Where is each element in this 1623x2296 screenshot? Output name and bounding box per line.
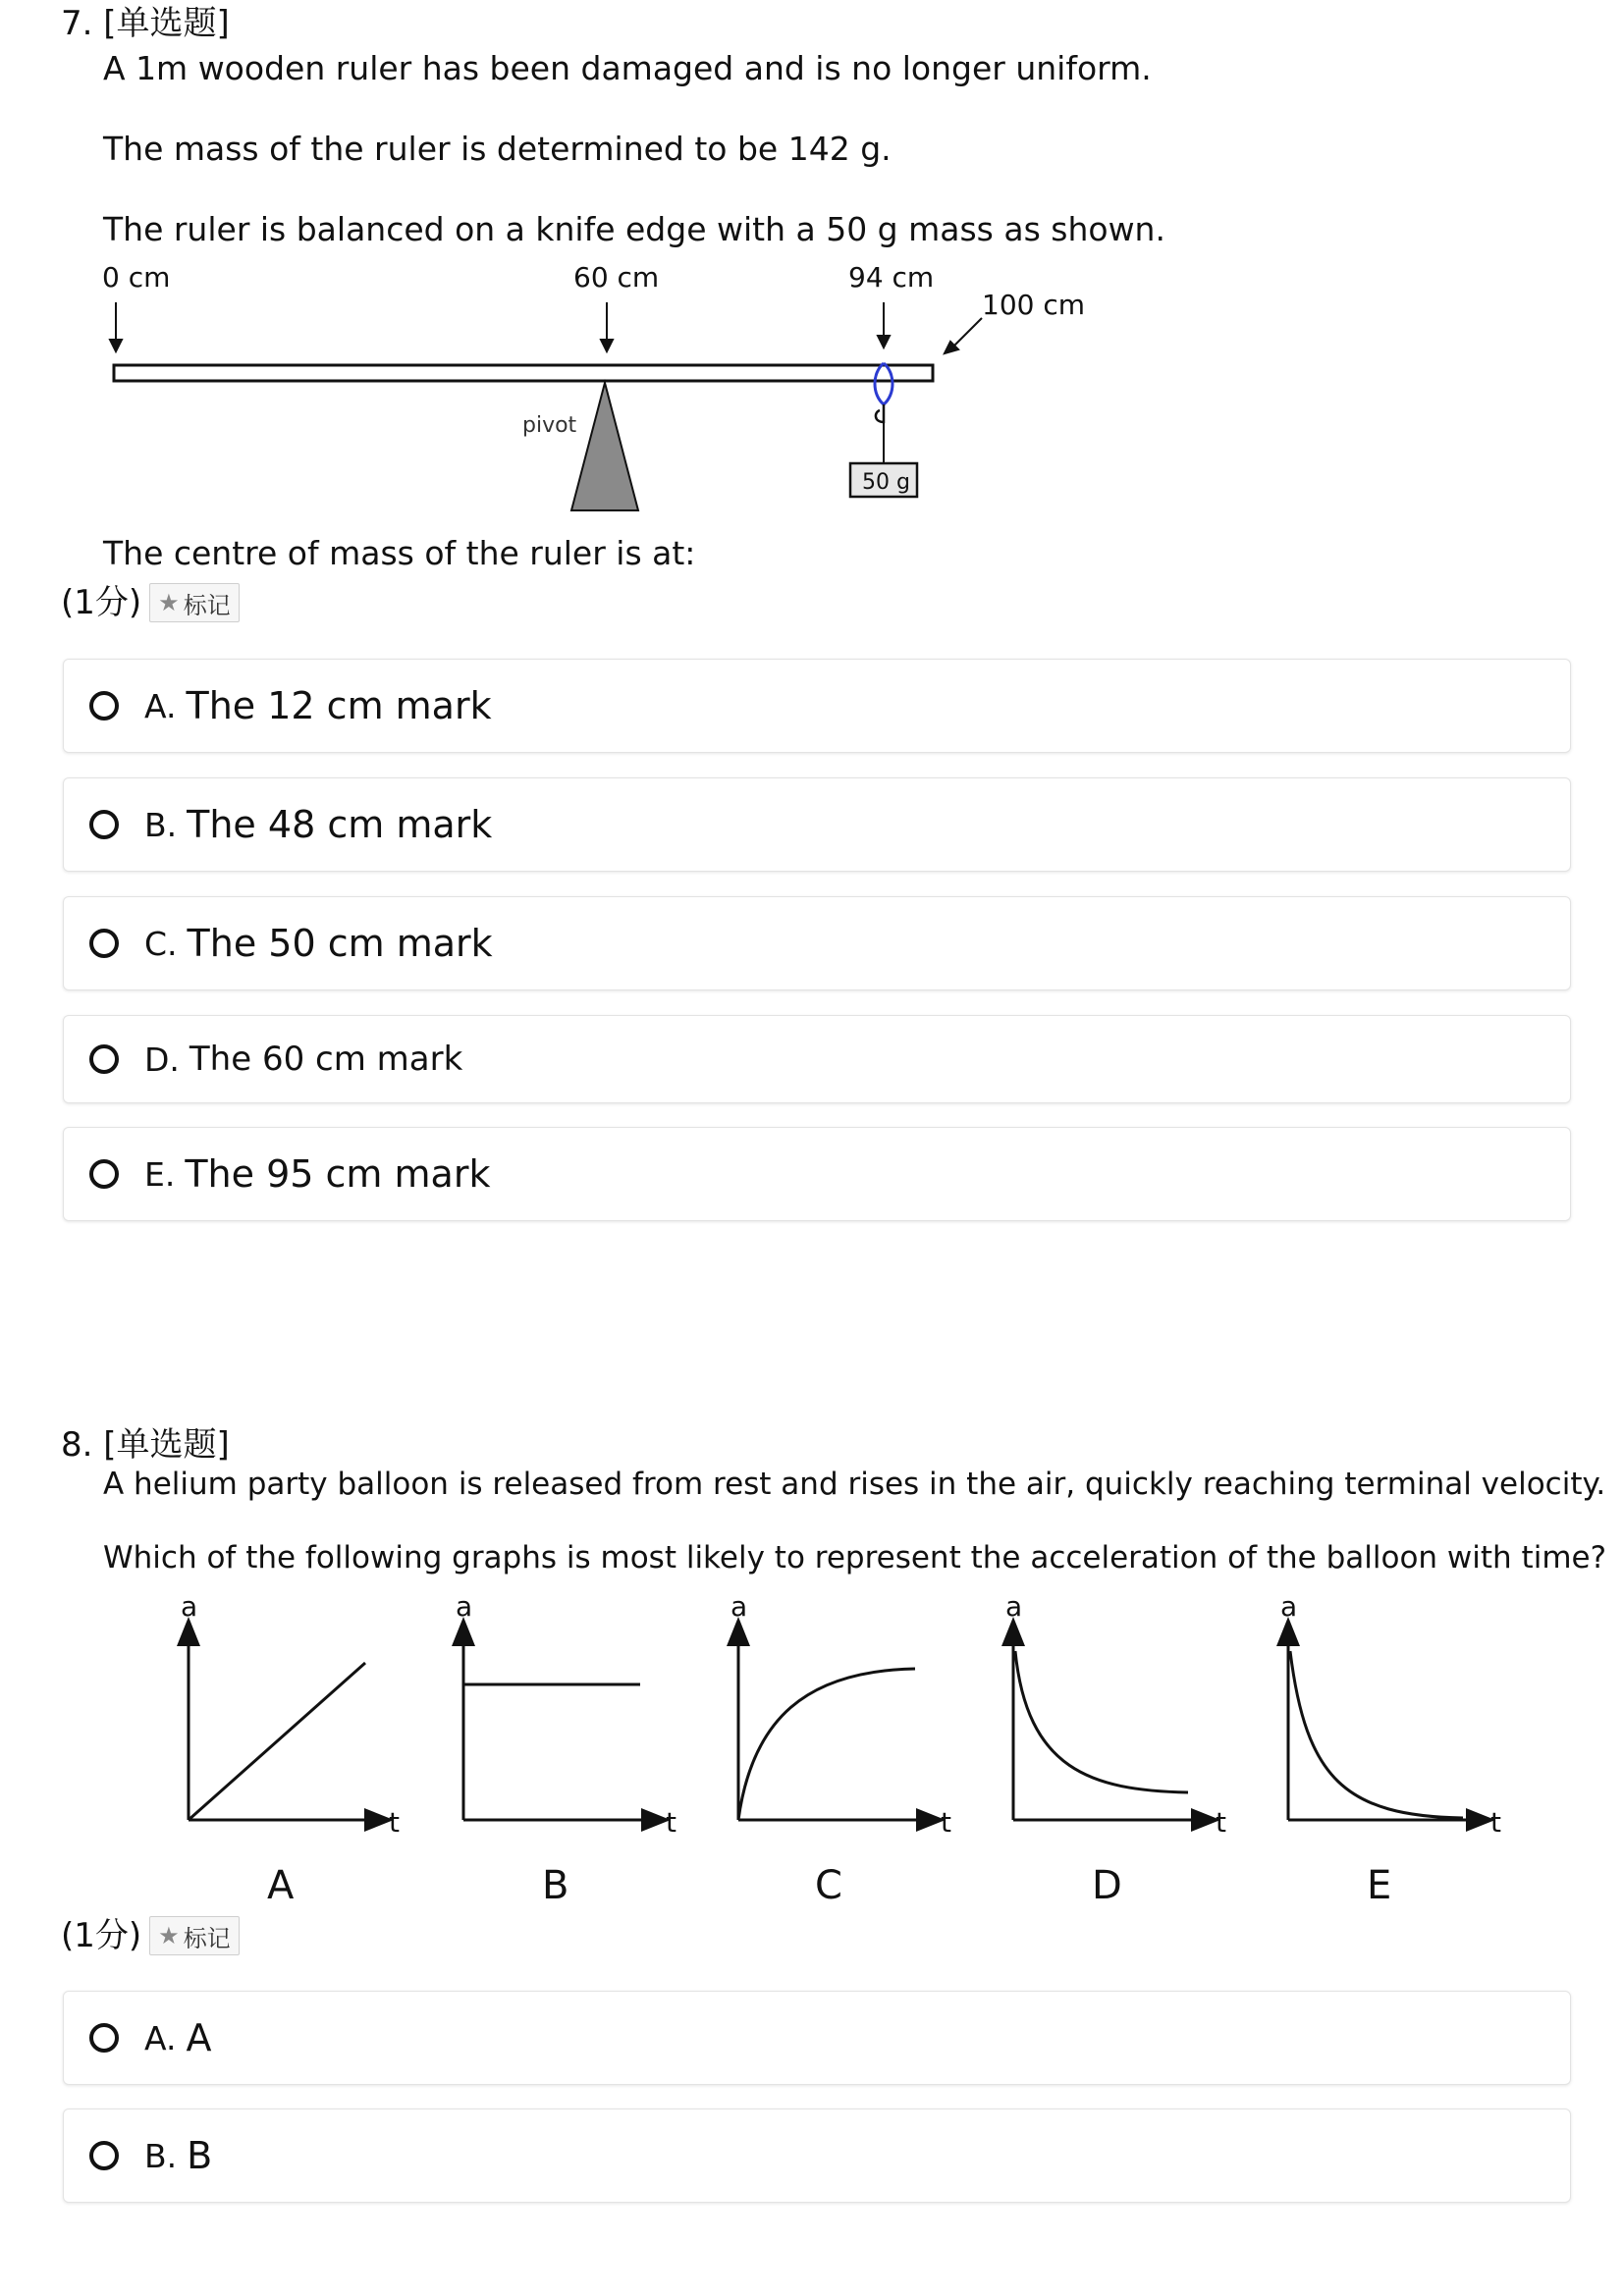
q7-option-a[interactable]: [63, 659, 1571, 753]
q8-text-line-1: A helium party balloon is released from rest and rises in the air, quickly reaching terminal velocity.: [103, 1467, 1606, 1502]
graph-e: [1288, 1631, 1481, 1820]
graph-e-x-label: t: [1490, 1806, 1501, 1839]
q8-mark-button[interactable]: [149, 1916, 240, 1955]
graph-a: [189, 1631, 379, 1820]
q7-score-row: [61, 581, 240, 624]
acceleration-graphs: [157, 1582, 1532, 1916]
ruler-bar: [114, 365, 933, 381]
radio-button-icon[interactable]: [89, 1044, 119, 1074]
radio-button-icon[interactable]: [89, 2023, 119, 2053]
q7-mark-label: 标记: [183, 591, 231, 619]
star-icon: ★: [158, 1922, 180, 1949]
graph-b-caption: B: [542, 1863, 569, 1908]
question-7-number: 7. [单选题]: [61, 4, 230, 43]
graph-a-x-label: t: [389, 1806, 400, 1839]
q7-option-d[interactable]: [63, 1015, 1571, 1103]
pivot-label: pivot: [522, 413, 577, 438]
graph-e-y-label: a: [1280, 1590, 1298, 1623]
q7-option-e[interactable]: [63, 1127, 1571, 1221]
option-text: B: [187, 2134, 213, 2177]
star-icon: ★: [158, 589, 180, 616]
graph-d-y-label: a: [1005, 1590, 1023, 1623]
radio-button-icon[interactable]: [89, 691, 119, 721]
q7-text-line-2: The mass of the ruler is determined to be 142 g.: [103, 130, 892, 168]
option-text: The 50 cm mark: [187, 922, 493, 965]
option-text: The 60 cm mark: [189, 1040, 463, 1079]
q7-score: (1分): [61, 583, 142, 622]
graph-d-x-label: t: [1216, 1806, 1226, 1839]
q7-option-b[interactable]: [63, 777, 1571, 872]
mass-label: 50 g: [862, 470, 910, 495]
q8-score: (1分): [61, 1916, 142, 1955]
option-letter: C.: [144, 924, 178, 963]
option-text: A: [186, 2016, 212, 2059]
graph-d-caption: D: [1092, 1863, 1122, 1908]
graph-c-x-label: t: [941, 1806, 951, 1839]
radio-button-icon[interactable]: [89, 2141, 119, 2170]
graph-b: [463, 1631, 656, 1820]
label-60cm: 60 cm: [573, 261, 660, 294]
graph-a-caption: A: [267, 1863, 295, 1908]
q7-text-line-3: The ruler is balanced on a knife edge with a 50 g mass as shown.: [103, 210, 1165, 248]
q7-option-c[interactable]: [63, 896, 1571, 990]
graph-c: [738, 1631, 931, 1820]
q8-text-line-2: Which of the following graphs is most likely to represent the acceleration of the balloon with time?: [103, 1540, 1607, 1575]
q8-option-a[interactable]: [63, 1991, 1571, 2085]
option-text: The 48 cm mark: [187, 803, 493, 846]
ruler-diagram: [98, 257, 1100, 522]
option-letter: B.: [144, 2136, 178, 2175]
radio-button-icon[interactable]: [89, 1159, 119, 1189]
option-text: The 95 cm mark: [185, 1152, 491, 1196]
option-letter: E.: [144, 1154, 176, 1194]
radio-button-icon[interactable]: [89, 929, 119, 958]
radio-button-icon[interactable]: [89, 810, 119, 839]
label-0cm: 0 cm: [102, 261, 171, 294]
option-letter: A.: [144, 2018, 177, 2057]
hook: [876, 404, 884, 422]
q8-mark-label: 标记: [183, 1924, 231, 1952]
q8-score-row: [61, 1914, 240, 1957]
q7-prompt: The centre of mass of the ruler is at:: [103, 534, 696, 572]
graph-c-caption: C: [815, 1863, 842, 1908]
graph-c-y-label: a: [730, 1590, 748, 1623]
graph-e-caption: E: [1367, 1863, 1392, 1908]
graph-b-y-label: a: [456, 1590, 473, 1623]
option-letter: B.: [144, 805, 178, 844]
option-letter: A.: [144, 686, 177, 725]
option-letter: D.: [144, 1040, 180, 1079]
label-94cm: 94 cm: [848, 261, 935, 294]
label-100cm: 100 cm: [982, 289, 1086, 321]
q7-mark-button[interactable]: [149, 583, 240, 622]
pivot-triangle: [571, 383, 638, 510]
option-text: The 12 cm mark: [186, 684, 492, 727]
graph-d: [1013, 1631, 1206, 1820]
q8-option-b[interactable]: [63, 2109, 1571, 2203]
label-arrows: [110, 302, 982, 353]
q7-text-line-1: A 1m wooden ruler has been damaged and is no longer uniform.: [103, 49, 1152, 87]
graph-a-y-label: a: [181, 1590, 198, 1623]
question-8-number: 8. [单选题]: [61, 1425, 230, 1465]
graph-b-x-label: t: [666, 1806, 676, 1839]
